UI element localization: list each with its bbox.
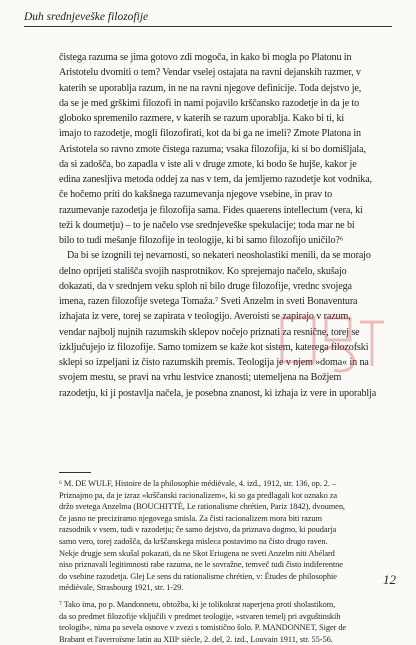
body-line: delno oprijeti stališča svojih nasprotnikov. Ko sprejemajo načelo, skušajo [59,265,347,277]
footnote-rule [59,472,91,473]
body-line: če hočemo priti do kakšnega razumevanja njegove vsebine, in prav to [59,189,333,201]
body-text [59,50,402,401]
body-line: razumevanje razodetja je filozofija sama. Fides quaerens intellectum (vera, ki [59,204,363,216]
body-line: razodetju, ki ji postavlja načela, je posebna znanost, ki izhaja iz vere in uporablja [59,387,377,399]
body-line: svojem mestu, se pravi na vrhu lestvice znanosti; utemeljena na Božjem [59,372,342,384]
body-line: vendar najbolj nujnih razumskih sklepov nočejo priznati za resnične, torej se [59,326,360,338]
footnote-line: da so predmet filozofije vključili v predmet teologije, »stvaren temelj pri avguštinskih [59,611,341,621]
body-line: da se je med grškimi filozofi in nami pojavilo krščansko razodetje in da je to [59,97,360,109]
body-line: Da bi se izognili tej nevarnosti, so nekateri neosholastiki menili, da se morajo [67,250,371,262]
body-line: globoko spremenilo razmere, v katerih se razum uporablja. Kako bi ti, ki [59,113,345,124]
body-line: teži k doumetju) – to je načelo vse srednjeveške spekulacije; toda mar ne bi [59,219,355,231]
body-line: da si zadošča, bo zapadla v iste ali v druge zmote, ki bodo še hujše, kakor je [59,158,357,170]
footnote-line: teologih«, nima pa sevela osnove v zvezi s tomističnо šolo. P. MANDONNET, Siger de [59,623,347,633]
body-line: Aristotela so ravno zmote čistega razuma; vsaka filozofija, ki si bo domišljala, [59,143,366,155]
footnote-line: ⁷ Tako ima, po p. Mandonnetu, obtožba, ki je tolikokrat naperjena proti sholastikom, [59,599,336,609]
footnote-line: ⁶ M. DE WULF, Histoire de la philosophie médiévale, 4. izd., 1912, str. 136, op. 2. – [59,479,336,488]
footnote-line: médiévale, Strasbourg 1921, str. 1-29. [59,583,184,593]
body-line: edina zanesljiva metoda oddej za nas v tem, da jemljemo razodetje kot vodnika, [59,174,372,185]
body-line: izključujejo iz filozofije. Samo tomizem se kaže kot sistem, katerega filozofski [59,341,369,353]
footnote-line: samo vero, torej zadošča, da krščanskega misleca postavimo na čisto drugo raven. [59,536,328,546]
footnote-line: Priznajmo pa, da je izraz »krščanski racionalizem«, ki so ga predlagali kot oznako za [59,490,338,500]
body-line: čistega razuma se jima gotovo zdi mogoča, in kako bi mogla po Platonu in [59,52,352,63]
body-line: imajo to razodetje, mogli filozofirati, kot da bi ga ne imeli? Zmote Platona in [59,128,361,140]
body-line: sklepi so izpeljani iz čisto razumskih premis. Teologija je v njem »doma« in na [59,357,369,368]
footnote-line: če jasno ne preciziramo njegovega smisla. Za čisti racionalizem mora biti razum [59,513,322,523]
footnote-line: niso priznavali legitimnosti rabe razuma, ne le sovražne, temveč tudi čisto indiferentne [59,560,343,570]
body-line: bilo to tudi mešanje filozofije in teologije, ki bi samo filozofijo uničilo?⁶ [59,235,344,246]
footnotes [59,478,402,645]
page-number: 12 [383,572,396,587]
footnote-line: Nekje drugje sem skušal pokazati, da ne Skot Eriugena ne sveti Anzelm niti Abélard [59,548,335,558]
body-line: katerih se uporablja razum, in ne na ravni njegove definicije. Toda dejstvo je, [59,82,362,94]
running-head: Duh srednjeveške filozofije [24,11,392,27]
body-line: Aristotelu dvomiti o tem? Vendar vselej ostajata na ravni dejanskih razmer, v [59,67,361,79]
footnote-line: do vsebine razodetja. Glej Le sens du rationalisme chrétien, v: Études de philosophie [59,571,337,581]
body-line: imena, razen filozofije svetega Tomaža.⁷ Sveti Anzelm in sveti Bonaventura [59,296,358,307]
footnote-line: razsodnik v vsem, tudi v razodetju; če samo dejstvo, da priznava dogmo, ki poudarja [59,525,337,535]
body-line: dokazati, da v srednjem veku sploh ni bilo druge filozofije, vrednc svojega [59,280,352,292]
body-line: izhajata iz vere, torej se zapirata v teologijo. Averoisti se zapirajo v razum, [59,311,351,323]
footnote-line: držo svetega Anzelma (BOUCHITTÉ, Le rationalisme chrétien, Pariz 1842), dvoumen, [59,502,345,512]
footnote-line: Brabant et l'averroïsme latin au XIIIᵉ siècle, 2. del, 2. izd., Louvain 1911, str. 55-56. [59,634,333,644]
